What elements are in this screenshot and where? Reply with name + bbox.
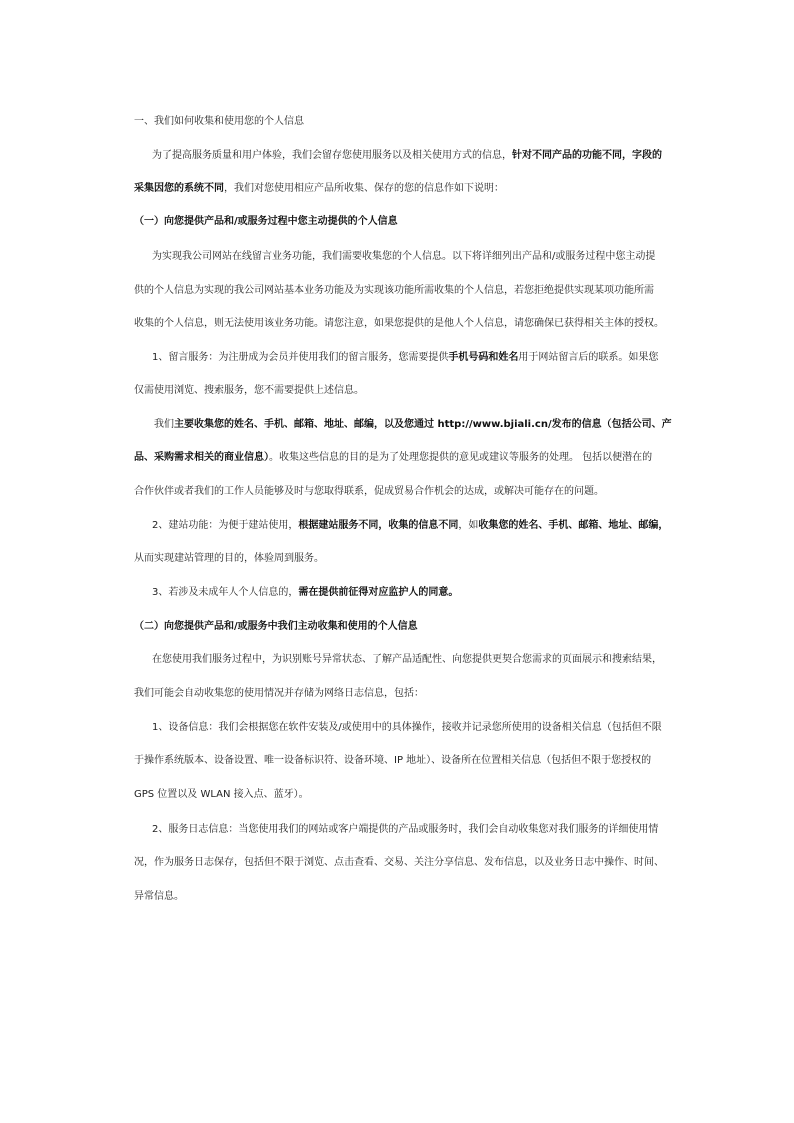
paragraph-website-line-2: 供的个人信息为实现的我公司网站基本业务功能及为实现该功能所需收集的个人信息，若您拒绝提供实现某项功能所需 — [134, 285, 654, 296]
item-device-info-line-1: 1、设备信息：我们会根据您在软件安装及/或使用中的具体操作，接收并记录您所使用的设备相关信息（包括但不限 — [152, 722, 662, 733]
item-device-info-line-3: GPS 位置以及 WLAN 接入点、蓝牙）。 — [134, 789, 309, 800]
paragraph-auto-collect-line-1: 在您使用我们服务过程中，为识别账号异常状态、了解产品适配性、向您提供更契合您需求的页面展示和搜索结果， — [152, 654, 662, 665]
item-message-bold: 手机号码和姓名 — [448, 352, 519, 363]
item-message-service-line-1 — [152, 351, 658, 365]
item-service-log-line-2: 况，作为服务日志保存，包括但不限于浏览、点击查看、交易、关注分享信息、发布信息，以及业务日志中操作、时间、 — [134, 857, 664, 868]
item-service-log-line-3: 异常信息。 — [134, 891, 184, 902]
minor-bold: 需在提供前征得对应监护人的同意。 — [298, 587, 459, 598]
paragraph-intro-line-1 — [152, 149, 662, 163]
collect-text: 我们 — [154, 419, 174, 430]
paragraph-collect-line-3: 合作伙伴或者我们的工作人员能够及时与您取得联系，促成贸易合作机会的达成，或解决可能存在的问题。 — [134, 486, 604, 497]
paragraph-auto-collect-line-2: 我们可能会自动收集您的使用情况并存储为网络日志信息，包括： — [134, 688, 424, 699]
heading-collect-use-info: 一、我们如何收集和使用您的个人信息 — [134, 116, 304, 127]
collect-bold: 主要收集您的姓名、手机、邮箱、地址、邮编，以及您通过 http://www.bjiali.cn/发布的信息（包括公司、产 — [174, 419, 672, 430]
item-site-building-line-1 — [152, 519, 668, 533]
site-bold-2: 收集您的姓名、手机、邮箱、地址、邮编， — [478, 520, 669, 531]
section-1-title: （一）向您提供产品和/或服务过程中您主动提供的个人信息 — [134, 216, 398, 227]
paragraph-intro-line-2 — [134, 182, 504, 196]
paragraph-collect-line-2 — [134, 451, 652, 465]
section-2-title: （二）向您提供产品和/或服务中我们主动收集和使用的个人信息 — [134, 621, 418, 632]
item-service-log-line-1: 2、服务日志信息：当您使用我们的网站或客户端提供的产品或服务时，我们会自动收集您对我们服务的详细使用情 — [152, 824, 659, 835]
item-minor-info — [152, 586, 458, 600]
item-message-service-line-2: 仅需使用浏览、搜索服务，您不需要提供上述信息。 — [134, 385, 364, 396]
site-bold: 根据建站服务不同，收集的信息不同 — [298, 520, 459, 531]
paragraph-website-line-1: 为实现我公司网站在线留言业务功能，我们需要收集您的个人信息。以下将详细列出产品和/或服务过程中您主动提 — [152, 251, 656, 262]
item-device-info-line-2: 于操作系统版本、设备设置、唯一设备标识符、设备环境、IP 地址）、设备所在位置相关信息（包括但不限于您授权的 — [134, 755, 652, 766]
collect-bold-2: 品、采购需求相关的商业信息） — [134, 452, 269, 463]
site-text-2: ，如 — [458, 520, 479, 531]
paragraph-collect-line-1 — [154, 418, 672, 432]
item-message-text: 1、留言服务：为注册成为会员并使用我们的留言服务，您需要提供 — [152, 352, 449, 363]
intro-text: 为了提高服务质量和用户体验，我们会留存您使用服务以及相关使用方式的信息， — [152, 150, 512, 161]
collect-text-2: 。收集这些信息的目的是为了处理您提供的意见或建议等服务的处理。 包括以便潜在的 — [269, 452, 653, 463]
item-message-text-2: 用于网站留言后的联系。如果您 — [518, 352, 659, 363]
minor-text: 3、若涉及未成年人个人信息的， — [152, 587, 299, 598]
paragraph-website-line-3: 收集的个人信息，则无法使用该业务功能。请您注意，如果您提供的是他人个人信息，请您确保已获得相关主体的授权。 — [134, 318, 664, 329]
intro-bold-text-2: 采集因您的系统不同 — [134, 183, 224, 194]
site-text: 2、建站功能：为便于建站使用， — [152, 520, 299, 531]
intro-bold-text: 针对不同产品的功能不同，字段的 — [512, 150, 662, 161]
item-site-building-line-2: 从而实现建站管理的目的，体验周到服务。 — [134, 553, 324, 564]
intro-text-2: ，我们对您使用相应产品所收集、保存的您的信息作如下说明： — [224, 183, 504, 194]
